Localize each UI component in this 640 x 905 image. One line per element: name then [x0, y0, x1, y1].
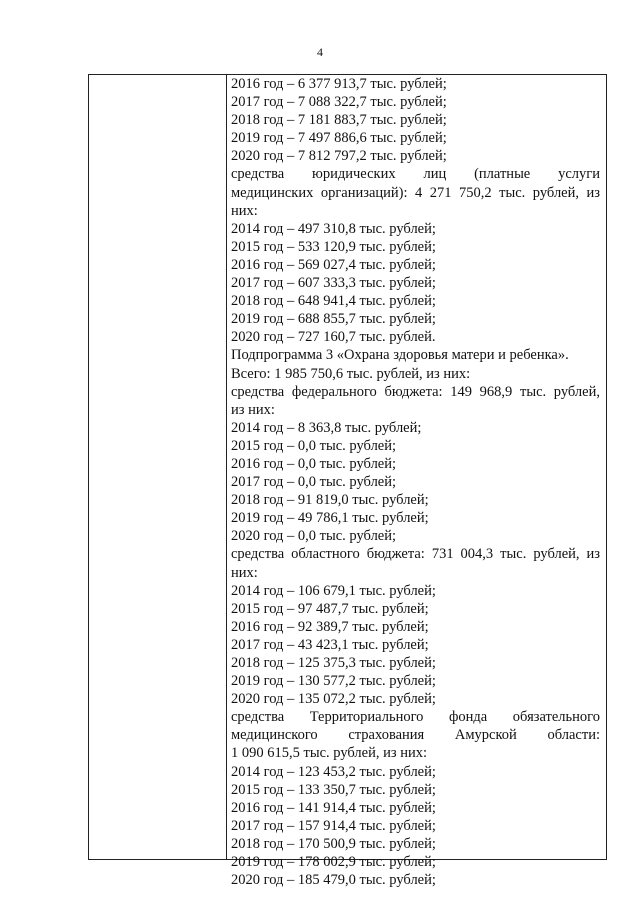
table-left-cell [89, 75, 227, 859]
funding-line: 2014 год – 497 310,8 тыс. рублей; [231, 220, 436, 237]
funding-line: 2020 год – 7 812 797,2 тыс. рублей; [231, 148, 447, 165]
funding-line: 2020 год – 185 479,0 тыс. рублей; [231, 872, 436, 889]
funding-line: 2019 год – 178 002,9 тыс. рублей; [231, 854, 436, 871]
funding-line: 2018 год – 7 181 883,7 тыс. рублей; [231, 112, 447, 129]
funding-line: 2016 год – 141 914,4 тыс. рублей; [231, 799, 436, 816]
funding-line: 2020 год – 135 072,2 тыс. рублей; [231, 691, 436, 708]
funding-line: 2018 год – 125 375,3 тыс. рублей; [231, 655, 436, 671]
funding-line: них: [231, 564, 258, 581]
funding-line: 2015 год – 533 120,9 тыс. рублей; [231, 238, 436, 255]
funding-line: них: [231, 202, 258, 219]
funding-line: средства Территориального фонда обязательного [231, 709, 600, 726]
funding-line: 2014 год – 8 363,8 тыс. рублей; [231, 419, 422, 436]
funding-line: 2014 год – 106 679,1 тыс. рублей; [231, 582, 436, 599]
funding-line: 2018 год – 170 500,9 тыс. рублей; [231, 835, 436, 852]
funding-line: 2019 год – 688 855,7 тыс. рублей; [231, 311, 436, 328]
funding-line: 2019 год – 49 786,1 тыс. рублей; [231, 510, 429, 527]
funding-line: 2016 год – 92 389,7 тыс. рублей; [231, 618, 429, 635]
funding-line: 2017 год – 43 423,1 тыс. рублей; [231, 636, 429, 653]
funding-line: из них: [231, 401, 275, 418]
funding-line: медицинского страхования Амурской области: [231, 727, 600, 744]
funding-line: средства федерального бюджета: 149 968,9 тыс. рублей, [231, 383, 600, 400]
funding-table [88, 74, 607, 889]
funding-line: 2014 год – 123 453,2 тыс. рублей; [231, 763, 436, 780]
funding-line: 2018 год – 91 819,0 тыс. рублей; [231, 492, 429, 509]
funding-line: 2015 год – 133 350,7 тыс. рублей; [231, 781, 436, 798]
funding-line: 2018 год – 648 941,4 тыс. рублей; [231, 293, 436, 310]
funding-line: 2017 год – 7 088 322,7 тыс. рублей; [231, 94, 447, 111]
funding-line: медицинских организаций): 4 271 750,2 тыс. рублей, из [231, 184, 600, 201]
funding-line: 2016 год – 0,0 тыс. рублей; [231, 455, 397, 472]
funding-line: 2017 год – 157 914,4 тыс. рублей; [231, 817, 436, 834]
funding-line: 2016 год – 6 377 913,7 тыс. рублей; [231, 76, 447, 92]
funding-line: 2016 год – 569 027,4 тыс. рублей; [231, 256, 436, 273]
funding-line: средства областного бюджета: 731 004,3 тыс. рублей, из [231, 546, 600, 563]
funding-line: 2017 год – 0,0 тыс. рублей; [231, 474, 397, 491]
funding-line: 2019 год – 130 577,2 тыс. рублей; [231, 673, 436, 690]
funding-line: 2020 год – 0,0 тыс. рублей; [231, 528, 397, 545]
funding-line: 2020 год – 727 160,7 тыс. рублей. [231, 329, 436, 346]
table-right-cell [231, 75, 600, 889]
funding-line: 2019 год – 7 497 886,6 тыс. рублей; [231, 130, 447, 147]
funding-line: 2017 год – 607 333,3 тыс. рублей; [231, 275, 436, 292]
funding-line: 2015 год – 0,0 тыс. рублей; [231, 437, 397, 454]
funding-line: Всего: 1 985 750,6 тыс. рублей, из них: [231, 365, 471, 382]
page-number: 4 [317, 45, 323, 59]
funding-line: 2015 год – 97 487,7 тыс. рублей; [231, 600, 429, 617]
funding-line: средства юридических лиц (платные услуги [231, 166, 600, 183]
funding-line: 1 090 615,5 тыс. рублей, из них: [231, 745, 427, 762]
funding-line: Подпрограмма 3 «Охрана здоровья матери и ребенка». [231, 347, 569, 364]
